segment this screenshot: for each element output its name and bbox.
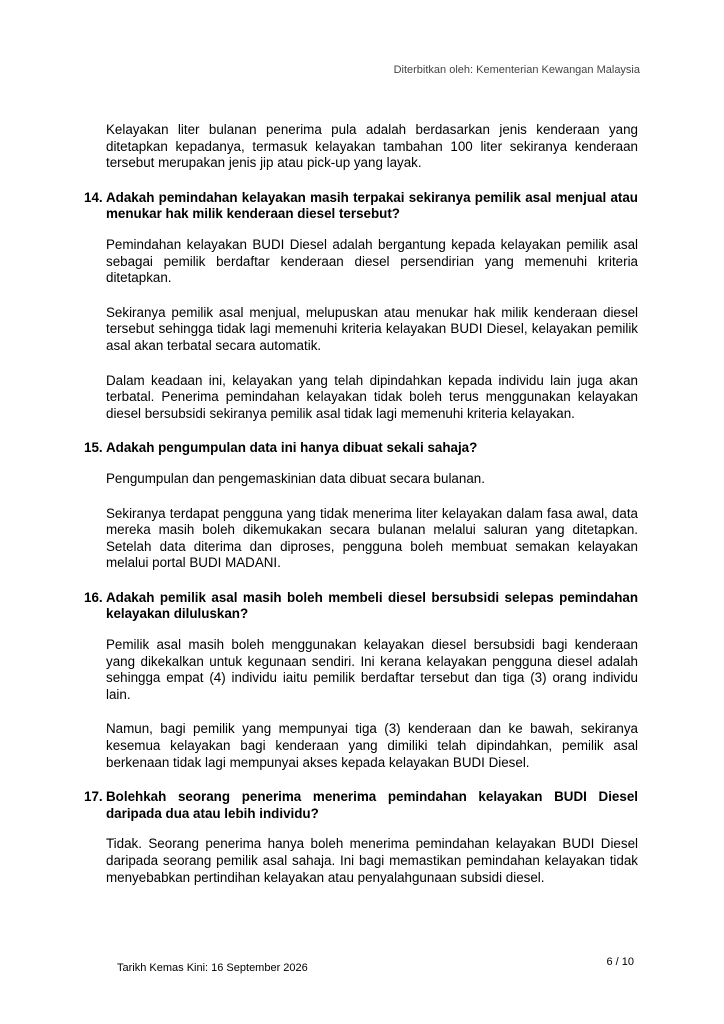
question-text: Adakah pengumpulan data ini hanya dibuat sekali sahaja?	[106, 440, 478, 456]
question-number: 15.	[84, 440, 103, 456]
page-header-publisher: Diterbitkan oleh: Kementerian Kewangan Malaysia	[393, 64, 640, 76]
answer-paragraph: Sekiranya pemilik asal menjual, melupuskan atau menukar hak milik kenderaan diesel tersebut sehingga tidak lagi memenuhi kriteria kelayakan BUDI Diesel, kelayakan pemilik asal akan terbatal secara automatik.	[106, 304, 638, 353]
faq-question	[84, 440, 638, 457]
footer-update-date: Tarikh Kemas Kini: 16 September 2026	[117, 962, 308, 974]
intro-paragraph: Kelayakan liter bulanan penerima pula adalah berdasarkan jenis kenderaan yang ditetapkan kepadanya, termasuk kelayakan tambahan 100 liter sekiranya kenderaan tersebut merupakan jenis jip atau pick-up yang layak.	[106, 122, 638, 171]
answer-paragraph: Pengumpulan dan pengemaskinian data dibuat secara bulanan.	[106, 470, 485, 486]
answer-paragraph: Dalam keadaan ini, kelayakan yang telah dipindahkan kepada individu lain juga akan terbatal. Penerima pemindahan kelayakan tidak boleh terus menggunakan kelayakan diesel bersubsidi sekiranya pemilik asal tidak lagi memenuhi kriteria kelayakan.	[106, 372, 638, 421]
answer-paragraph: Sekiranya terdapat pengguna yang tidak menerima liter kelayakan dalam fasa awal, data mereka masih boleh dikemukakan secara bulanan melalui saluran yang ditetapkan. Setelah data diterima dan diproses, pengguna boleh membuat semakan kelayakan melalui portal BUDI MADANI.	[106, 505, 638, 571]
question-number: 16.	[84, 589, 103, 605]
question-text: Bolehkah seorang penerima menerima pemindahan kelayakan BUDI Diesel daripada dua atau lebih individu?	[106, 789, 638, 821]
question-text: Adakah pemilik asal masih boleh membeli diesel bersubsidi selepas pemindahan kelayakan diluluskan?	[106, 589, 638, 622]
question-number: 14.	[84, 189, 103, 205]
faq-item-15	[84, 440, 638, 572]
faq-question	[84, 190, 638, 223]
question-text: Adakah pemindahan kelayakan masih terpakai sekiranya pemilik asal menjual atau menukar hak milik kenderaan diesel tersebut?	[106, 189, 638, 222]
answer-paragraph: Pemindahan kelayakan BUDI Diesel adalah bergantung kepada kelayakan pemilik asal sebagai pemilik berdaftar kenderaan diesel persendirian yang memenuhi kriteria ditetapkan.	[106, 236, 638, 286]
answer-paragraph: Tidak. Seorang penerima hanya boleh menerima pemindahan kelayakan BUDI Diesel daripada seorang pemilik asal sahaja. Ini bagi memastikan pemindahan kelayakan tidak menyebabkan pertindihan kelayakan atau penyalahgunaan subsidi diesel.	[106, 836, 638, 885]
answer-paragraph: Namun, bagi pemilik yang mempunyai tiga (3) kenderaan dan ke bawah, sekiranya kesemua kelayakan bagi kenderaan yang dimiliki telah dipindahkan, pemilik asal berkenaan tidak lagi mempunyai akses kepada kelayakan BUDI Diesel.	[106, 721, 638, 770]
faq-item-14	[84, 190, 638, 423]
faq-item-16	[84, 590, 638, 771]
faq-question	[84, 789, 638, 822]
answer-paragraph: Pemilik asal masih boleh menggunakan kelayakan diesel bersubsidi bagi kenderaan yang dikekalkan untuk kegunaan sendiri. Ini kerana kelayakan pengguna diesel adalah sehingga empat (4) individu iaitu pemilik berdaftar tersebut dan tiga (3) orang individu lain.	[106, 637, 638, 702]
faq-item-17	[84, 789, 638, 886]
page-number: 6 / 10	[606, 956, 634, 968]
question-number: 17.	[84, 789, 103, 805]
document-body	[84, 122, 638, 904]
faq-question	[84, 590, 638, 623]
